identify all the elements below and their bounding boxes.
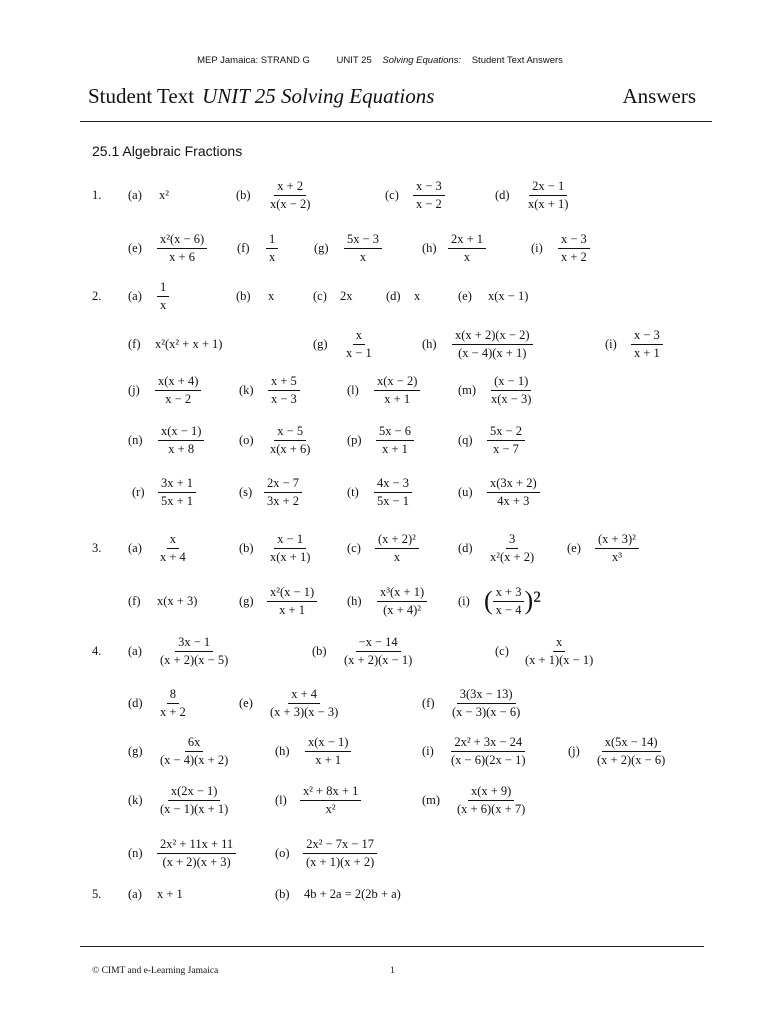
fraction <box>488 375 534 405</box>
answer-expression <box>155 338 222 351</box>
fraction-denominator: (x + 1)(x + 2) <box>306 854 375 869</box>
fraction-numerator: 3x + 1 <box>158 477 196 493</box>
question-number: 2. <box>92 288 102 303</box>
answer-label: (m) <box>458 382 477 397</box>
answer-expression <box>157 281 169 311</box>
answer-expression <box>414 290 420 303</box>
fraction-numerator: x(x − 1) <box>305 736 351 752</box>
fraction <box>413 180 445 210</box>
answer-label: (g) <box>239 593 254 608</box>
fraction-numerator: x + 4 <box>288 688 320 704</box>
answer-label: (p) <box>347 432 362 447</box>
fraction <box>595 533 639 563</box>
fraction-numerator: x(x − 1) <box>158 425 204 441</box>
answer-text: x(x + 3) <box>157 593 198 608</box>
footer-copyright: © CIMT and e-Learning Jamaica <box>92 966 219 976</box>
fraction <box>487 477 540 507</box>
fraction-denominator: 5x − 1 <box>377 493 410 508</box>
fraction-denominator: x + 4 <box>160 549 186 564</box>
fraction-numerator: x² + 8x + 1 <box>300 785 361 801</box>
fraction-numerator: 2x² − 7x − 17 <box>303 838 377 854</box>
answer-expression <box>267 586 317 616</box>
fraction-denominator: x − 2 <box>165 391 192 406</box>
fraction-denominator: x(x + 6) <box>270 441 311 456</box>
fraction-denominator: x + 2 <box>561 249 587 264</box>
fraction-denominator: (x + 6)(x + 7) <box>457 801 526 816</box>
answer-text: x² <box>159 187 169 202</box>
answer-expression <box>376 425 414 455</box>
fraction-numerator: x + 5 <box>268 375 300 391</box>
fraction <box>157 688 189 718</box>
answer-label: (t) <box>347 484 359 499</box>
fraction-denominator: x <box>463 249 471 264</box>
answer-label: (c) <box>313 288 327 303</box>
answer-expression <box>487 477 540 507</box>
fraction <box>377 586 427 616</box>
answer-label: (a) <box>128 288 142 303</box>
answer-label: (c) <box>385 187 399 202</box>
answer-expression <box>158 425 204 455</box>
fraction <box>454 785 528 815</box>
fraction <box>155 375 201 405</box>
fraction <box>487 425 525 455</box>
page-title <box>88 84 696 114</box>
answer-expression <box>522 636 596 666</box>
fraction <box>157 838 236 868</box>
fraction-numerator: x(x + 2)(x − 2) <box>452 329 533 345</box>
answer-label: (b) <box>312 643 327 658</box>
answer-label: (d) <box>386 288 401 303</box>
answer-label: (a) <box>128 886 142 901</box>
fraction-numerator: x <box>167 533 179 549</box>
fraction-denominator: x³ <box>611 549 622 564</box>
fraction-denominator: (x − 6)(2x − 1) <box>451 752 526 767</box>
answer-expression <box>268 290 274 303</box>
fraction-denominator: x + 6 <box>169 249 195 264</box>
answer-expression <box>595 533 639 563</box>
fraction-denominator: (x − 3)(x − 6) <box>452 704 521 719</box>
answer-label: (d) <box>458 540 473 555</box>
fraction-numerator: x − 5 <box>274 425 306 441</box>
fraction-denominator: x + 1 <box>279 602 305 617</box>
answer-expression <box>304 888 401 901</box>
answer-expression <box>377 586 427 616</box>
fraction-denominator: (x − 4)(x + 2) <box>160 752 229 767</box>
answer-label: (h) <box>347 593 362 608</box>
title-answers: Answers <box>622 84 696 108</box>
answer-label: (n) <box>128 845 143 860</box>
answer-expression <box>157 785 231 815</box>
answer-expression <box>343 329 375 359</box>
answer-label: (o) <box>275 845 290 860</box>
answer-expression <box>452 329 533 359</box>
fraction-numerator: 3(3x − 13) <box>457 688 516 704</box>
fraction <box>268 375 300 405</box>
answer-expression <box>631 329 663 359</box>
answer-label: (l) <box>347 382 359 397</box>
fraction-denominator: 4x + 3 <box>497 493 530 508</box>
answer-label: (h) <box>422 240 437 255</box>
answer-expression <box>157 888 183 901</box>
answer-expression <box>267 180 313 210</box>
answer-expression <box>157 688 189 718</box>
fraction <box>267 425 313 455</box>
fraction <box>267 533 313 563</box>
answer-expression <box>158 477 196 507</box>
fraction-denominator: x² <box>325 801 336 816</box>
answer-label: (e) <box>567 540 581 555</box>
answer-label: (j) <box>568 743 580 758</box>
fraction-denominator: (x + 4)² <box>383 602 421 617</box>
answer-text: x(x − 1) <box>488 288 529 303</box>
answer-label: (f) <box>128 336 141 351</box>
answer-text: x <box>414 288 421 303</box>
fraction <box>344 233 382 263</box>
fraction <box>374 375 420 405</box>
answer-text: x + 1 <box>157 886 183 901</box>
fraction-denominator: x − 4 <box>495 602 522 617</box>
answer-expression <box>155 375 201 405</box>
fraction <box>157 736 231 766</box>
footer-divider <box>80 946 704 947</box>
answer-label: (k) <box>128 792 143 807</box>
fraction <box>267 586 317 616</box>
fraction-denominator: x(x − 3) <box>491 391 532 406</box>
answer-expression <box>374 375 420 405</box>
fraction-numerator: 5x − 3 <box>344 233 382 249</box>
fraction-numerator: 2x − 1 <box>529 180 567 196</box>
answer-expression <box>267 533 313 563</box>
fraction-numerator: x − 3 <box>558 233 590 249</box>
answer-label: (a) <box>128 643 142 658</box>
fraction <box>487 533 537 563</box>
answer-label: (i) <box>531 240 543 255</box>
fraction <box>300 785 361 815</box>
fraction-denominator: x + 1 <box>382 441 408 456</box>
fraction-numerator: −x − 14 <box>356 636 401 652</box>
fraction <box>493 586 525 616</box>
answer-label: (d) <box>128 695 143 710</box>
fraction <box>158 477 196 507</box>
answer-label: (b) <box>236 288 251 303</box>
answer-expression <box>525 180 571 210</box>
fraction <box>157 785 231 815</box>
header-series: MEP Jamaica: STRAND G <box>197 55 310 66</box>
answer-label: (m) <box>422 792 441 807</box>
fraction-numerator: x(3x + 2) <box>487 477 540 493</box>
answer-expression <box>375 533 419 563</box>
answer-label: (o) <box>239 432 254 447</box>
fraction-numerator: x(2x − 1) <box>168 785 221 801</box>
fraction-numerator: 3x − 1 <box>175 636 213 652</box>
answer-expression <box>488 375 534 405</box>
answer-expression <box>487 533 537 563</box>
answer-label: (u) <box>458 484 473 499</box>
answer-expression <box>374 477 412 507</box>
fraction-denominator: x + 8 <box>168 441 195 456</box>
fraction <box>558 233 590 263</box>
fraction-denominator: 5x + 1 <box>161 493 194 508</box>
fraction-numerator: 2x² + 3x − 24 <box>451 736 525 752</box>
answer-expression <box>449 688 523 718</box>
question-number: 1. <box>92 187 102 202</box>
answer-expression <box>413 180 445 210</box>
fraction-numerator: x − 1 <box>274 533 306 549</box>
fraction-denominator: x <box>359 249 367 264</box>
answer-expression <box>448 233 486 263</box>
fraction-numerator: x − 3 <box>413 180 445 196</box>
answer-text: x <box>268 288 275 303</box>
fraction <box>375 533 419 563</box>
fraction-numerator: (x − 1) <box>491 375 531 391</box>
answer-expression <box>157 736 231 766</box>
answer-expression <box>268 375 300 405</box>
fraction-denominator: x(x − 2) <box>270 196 311 211</box>
fraction-numerator: (x + 3)² <box>595 533 639 549</box>
fraction <box>157 281 169 311</box>
answer-label: (c) <box>495 643 509 658</box>
answer-label: (d) <box>495 187 510 202</box>
fraction <box>376 425 414 455</box>
fraction <box>594 736 668 766</box>
header-unit: UNIT 25 Solving Equations: Student Text Answers <box>336 55 563 66</box>
fraction <box>525 180 571 210</box>
answer-expression <box>264 477 302 507</box>
fraction-denominator: x − 2 <box>416 196 442 211</box>
answer-expression <box>267 425 313 455</box>
fraction-numerator: 4x − 3 <box>374 477 412 493</box>
fraction-denominator: x + 2 <box>160 704 186 719</box>
answer-expression <box>300 785 361 815</box>
answer-label: (i) <box>605 336 617 351</box>
answer-label: (e) <box>239 695 253 710</box>
fraction-numerator: 5x − 2 <box>487 425 525 441</box>
answer-label: (f) <box>237 240 250 255</box>
answer-expression <box>484 586 541 616</box>
fraction-denominator: (x + 2)(x + 3) <box>162 854 231 869</box>
fraction-numerator: x(x − 2) <box>374 375 420 391</box>
fraction <box>157 233 207 263</box>
answer-expression <box>340 290 353 303</box>
fraction <box>374 477 412 507</box>
answer-label: (g) <box>128 743 143 758</box>
fraction-numerator: x²(x − 1) <box>267 586 317 602</box>
fraction-denominator: (x + 3)(x − 3) <box>270 704 339 719</box>
fraction <box>449 688 523 718</box>
answer-label: (c) <box>347 540 361 555</box>
answer-label: (g) <box>313 336 328 351</box>
title-unit: UNIT 25 Solving Equations <box>202 84 435 108</box>
fraction-denominator: x − 3 <box>271 391 297 406</box>
answer-label: (r) <box>132 484 145 499</box>
answer-expression <box>303 838 377 868</box>
answer-expression <box>594 736 668 766</box>
answer-label: (i) <box>422 743 434 758</box>
fraction <box>452 329 533 359</box>
answer-expression <box>344 233 382 263</box>
fraction-denominator: 3x + 2 <box>267 493 300 508</box>
fraction-denominator: (x + 2)(x − 1) <box>344 652 413 667</box>
answer-expression <box>341 636 415 666</box>
fraction <box>267 688 341 718</box>
answer-label: (i) <box>458 593 470 608</box>
fraction <box>522 636 596 666</box>
fraction-denominator: (x + 2)(x − 5) <box>160 652 229 667</box>
fraction <box>266 233 278 263</box>
title-divider <box>80 121 712 122</box>
answer-label: (h) <box>275 743 290 758</box>
fraction-numerator: 3 <box>506 533 518 549</box>
fraction-numerator: x(5x − 14) <box>602 736 661 752</box>
fraction-denominator: (x + 1)(x − 1) <box>525 652 594 667</box>
fraction-numerator: 1 <box>157 281 169 297</box>
answer-text: x²(x² + x + 1) <box>155 336 223 351</box>
answer-label: (f) <box>128 593 141 608</box>
fraction-numerator: x <box>353 329 365 345</box>
fraction-denominator: x <box>393 549 401 564</box>
fraction-numerator: x + 2 <box>274 180 306 196</box>
answer-label: (a) <box>128 187 142 202</box>
answer-label: (s) <box>239 484 253 499</box>
fraction <box>157 636 231 666</box>
fraction <box>343 329 375 359</box>
fraction-denominator: x <box>269 249 276 264</box>
question-number: 5. <box>92 886 102 901</box>
running-header <box>0 55 768 66</box>
fraction <box>448 736 529 766</box>
fraction-numerator: x(x + 4) <box>155 375 201 391</box>
fraction-denominator: (x − 1)(x + 1) <box>160 801 229 816</box>
answer-expression <box>488 290 528 303</box>
fraction-denominator: (x − 4)(x + 1) <box>458 345 527 360</box>
answer-label: (g) <box>314 240 329 255</box>
answer-label: (h) <box>422 336 437 351</box>
answer-expression <box>454 785 528 815</box>
fraction <box>264 477 302 507</box>
answer-label: (b) <box>239 540 254 555</box>
fraction <box>631 329 663 359</box>
fraction-denominator: x + 1 <box>315 752 342 767</box>
fraction-denominator: x²(x + 2) <box>490 549 535 564</box>
fraction-numerator: 2x + 1 <box>448 233 486 249</box>
fraction-numerator: 6x <box>185 736 204 752</box>
fraction-denominator: x + 1 <box>384 391 411 406</box>
open-paren: ( <box>484 586 493 615</box>
fraction-denominator: x(x + 1) <box>528 196 569 211</box>
fraction-numerator: x²(x − 6) <box>157 233 207 249</box>
fraction-numerator: 1 <box>266 233 278 249</box>
answer-label: (e) <box>458 288 472 303</box>
fraction-denominator: x + 1 <box>634 345 660 360</box>
answer-expression <box>157 595 197 608</box>
answer-expression <box>157 636 231 666</box>
answer-label: (a) <box>128 540 142 555</box>
answer-expression <box>157 838 236 868</box>
fraction-numerator: x <box>553 636 565 652</box>
answer-expression <box>305 736 351 766</box>
answer-expression <box>157 533 189 563</box>
fraction <box>448 233 486 263</box>
answer-label: (j) <box>128 382 140 397</box>
answer-text: 4b + 2a = 2(2b + a) <box>304 886 401 901</box>
answer-expression <box>558 233 590 263</box>
fraction-denominator: x(x + 1) <box>270 549 311 564</box>
answer-expression <box>157 233 207 263</box>
answer-expression <box>487 425 525 455</box>
fraction-numerator: 2x² + 11x + 11 <box>157 838 236 854</box>
answer-label: (l) <box>275 792 287 807</box>
answer-expression <box>448 736 529 766</box>
fraction <box>341 636 415 666</box>
fraction <box>157 533 189 563</box>
fraction <box>267 180 313 210</box>
answer-label: (e) <box>128 240 142 255</box>
fraction-numerator: (x + 2)² <box>375 533 419 549</box>
answer-label: (n) <box>128 432 143 447</box>
fraction-numerator: x + 3 <box>493 586 525 602</box>
answer-text: 2x <box>340 288 353 303</box>
answer-label: (b) <box>236 187 251 202</box>
close-paren-squared: )² <box>524 586 541 615</box>
fraction-numerator: 8 <box>167 688 179 704</box>
title-left: Student Text UNIT 25 Solving Equations <box>88 84 435 108</box>
fraction-numerator: x³(x + 1) <box>377 586 427 602</box>
fraction-denominator: x <box>160 297 167 312</box>
fraction <box>158 425 204 455</box>
footer-page-number: 1 <box>390 966 395 976</box>
answer-label: (b) <box>275 886 290 901</box>
fraction-denominator: (x + 2)(x − 6) <box>597 752 666 767</box>
answer-expression <box>267 688 341 718</box>
question-number: 3. <box>92 540 102 555</box>
fraction-numerator: x(x + 9) <box>468 785 514 801</box>
question-number: 4. <box>92 643 102 658</box>
answer-label: (q) <box>458 432 473 447</box>
answer-label: (k) <box>239 382 254 397</box>
answer-label: (f) <box>422 695 435 710</box>
fraction-numerator: x − 3 <box>631 329 663 345</box>
fraction-numerator: 5x − 6 <box>376 425 414 441</box>
answer-expression <box>159 189 169 202</box>
fraction-denominator: x − 7 <box>493 441 519 456</box>
fraction <box>305 736 351 766</box>
section-title: 25.1 Algebraic Fractions <box>92 143 243 159</box>
fraction-numerator: 2x − 7 <box>264 477 302 493</box>
fraction <box>303 838 377 868</box>
fraction-denominator: x − 1 <box>346 345 372 360</box>
answer-expression <box>266 233 278 263</box>
